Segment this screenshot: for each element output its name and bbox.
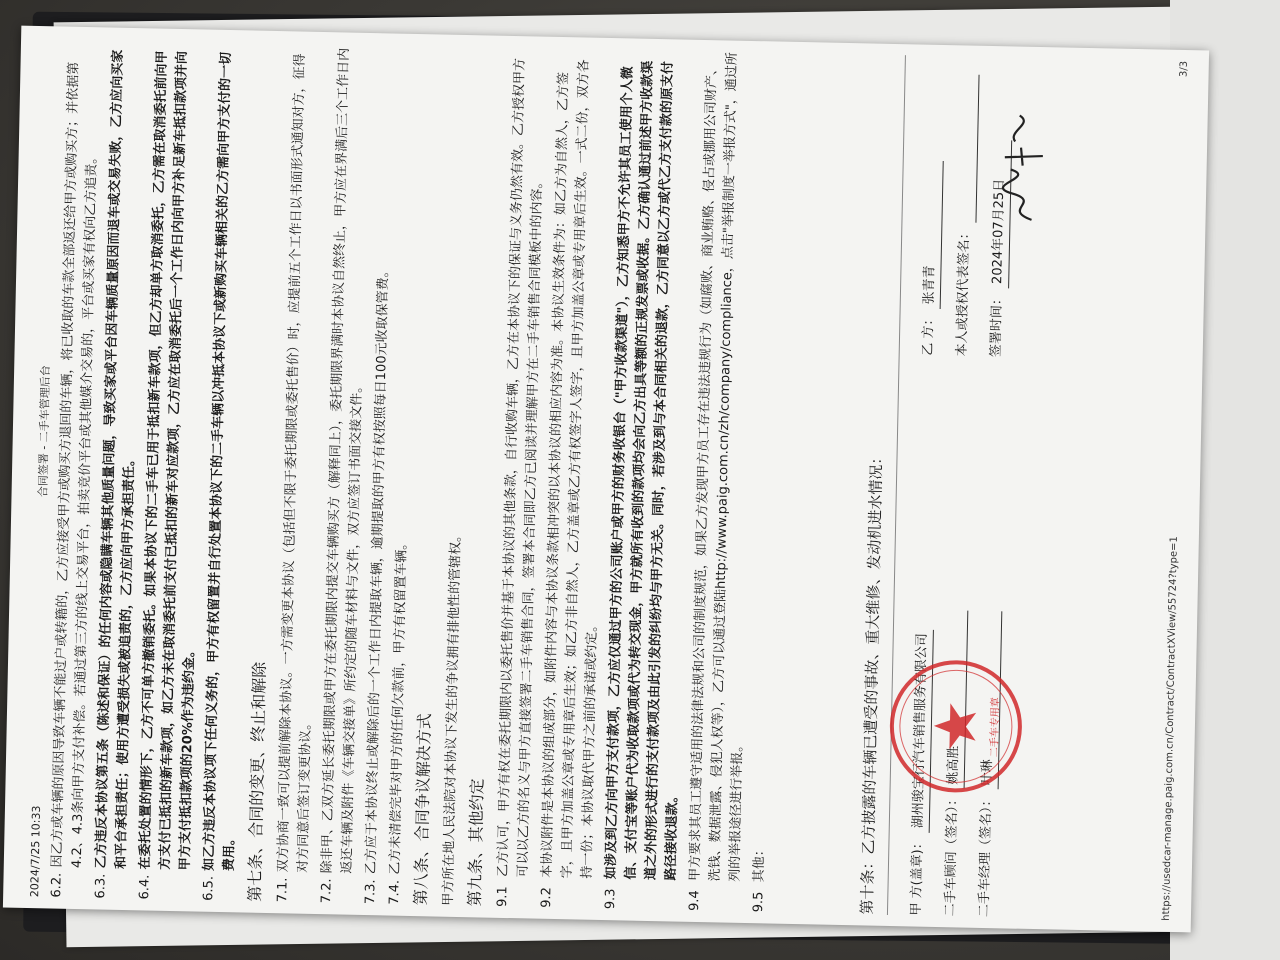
clause-9-3 (601, 49, 699, 910)
stamp-sub: 二手车专用章 (989, 697, 1002, 758)
article-8-title: 第八条、合同争议解决方式 (411, 713, 435, 906)
clause-text: 除非甲、乙双方延长委托期限或甲方在委托期限内提交车辆购买方（解释同上），委托期限界满时本协议自然终止，甲方应在界满后三个工作日内返还车辆及附件《车辆交接单》所约定的随车材料与文件，双方应签订书面交接文件。 (319, 47, 366, 874)
consultant-label: 二手车顾问（签名）： (942, 792, 961, 917)
contract-content (17, 37, 1195, 921)
clause-text: 其他： (751, 843, 768, 883)
contract-page (3, 26, 1209, 933)
clause-text: 甲方要求其员工遵守适用的法律法规和公司的制度规范，如果乙方发现甲方员工存在违法违规行为（如腐败、商业贿赂、侵占或挪用公司财产、洗钱、数据泄露、侵犯人权等），乙方可以通过登陆http://www.paig.com.cn/zh/company/compliance，点击"举报制度一举报方式"，通过所列的举报途径进行举报。 (687, 52, 746, 882)
clause-text: 因乙方或车辆的原因导致车辆不能过户或转籍的，乙方应接受甲方或购买方退回的车辆，将已收取的车款全部返还给甲方或购买方；并依据第4.2、4.3条向甲方支付补偿。若通过第三方的线上交易平台，拍卖竞价平台或其他媒介交易的，平台或买家有权向乙方追责。 (49, 61, 100, 869)
clause-number: 6.4. (137, 874, 153, 900)
clause-text: 在委托处置的情形下，乙方不可单方撤销委托。如果本协议下的二手车已用于抵扣新车款项，但乙方却单方取消委托，乙方需在取消委托前向甲方支付已抵扣的新车款项，如乙方未在取消委托前支付已抵扣的新车对应款项，乙方应在取消委托后一个工作日内向甲方补足新车抵扣款项并向甲方支付抵扣款项的20%作为违约金。 (137, 50, 198, 871)
print-timestamp: 2024/7/25 10:33 (28, 805, 44, 898)
clause-text: 乙方应于本协议终止或解除后的一个工作日内提取车辆，逾期提取的甲方有权按照每日100元收取保管费。 (363, 264, 392, 875)
handwritten-signature (991, 107, 1053, 228)
clause-number: 7.2. (319, 878, 335, 904)
clause-number: 7.3. (363, 879, 379, 905)
clauses-body (47, 38, 791, 913)
clause-number: 9.4 (686, 890, 703, 912)
print-title: 合同签署 - 二手车管理后台 (36, 365, 53, 498)
manager-value: 叶琳 (978, 611, 1003, 789)
party-a-label: 甲 方(盖章)： (908, 836, 926, 916)
clause-number: 6.2. (49, 872, 65, 898)
clause-text: 双方协商一致可以提前解除本协议。一方需变更本协议（包括但不限于委托期限或委托售价）时，应提前五个工作日以书面形式通知对方，征得对方同意后签订变更协议。 (275, 53, 314, 873)
article-7-title: 第七条、合同的变更、终止和解除 (245, 661, 270, 902)
rep-label: 本人或授权代表签名： (954, 226, 973, 357)
print-url: https://usedcar-manage.paig.com.cn/Contract/ContractXView/55724?type=1 (1160, 536, 1180, 921)
clause-number: 9.3 (602, 888, 619, 910)
article-10: 第十条：乙方披露的车辆已遭受的事故、重大维修、发动机进水情况： (857, 449, 886, 915)
party-a-value: 湖州骏宝行汽车销售服务有限公司 (909, 629, 934, 832)
clause-text: 乙方违反本协议第五条（陈述和保证）的任何内容或隐瞒车辆其他质量问题，导致买家或平台因车辆质量原因而退车或交易失败，乙方应向买家和平台承担责任；使用方遭受损失或被追责的，乙方应向甲方承担责任。 (93, 49, 138, 870)
consultant-value: 姚高胜 (944, 611, 969, 789)
clause-number: 9.1 (495, 886, 511, 908)
clause-text: 乙方认可，甲方有权在委托期限内以委托售价并基于本协议的其他条款，自行收购车辆，乙方在本协议下的保证与义务仍然有效。乙方授权甲方可以以乙方的名义与甲方直接签署二手车销售合同，签署本合同即乙方已阅读并理解甲方在二手车销售合同模板中的内容。 (495, 57, 546, 878)
rep-cell (953, 74, 980, 357)
page-number: 3/3 (1178, 60, 1190, 78)
party-b-cell (919, 160, 944, 356)
clause-number: 6.3. (93, 873, 109, 899)
clause-text: 甲方所在地人民法院对本协议下发生的争议拥有排他性的管辖权。 (441, 528, 464, 906)
manager-label: 二手车经理（签名）： (976, 793, 995, 918)
rep-signature-field (955, 74, 979, 222)
clause-text: 本协议附件是本协议的组成部分，如附件内容与本协议条款相冲突的以本协议的相应内容为准。本协议生效条件为：如乙方为自然人，乙方签字，且甲方加盖公章或专用章后生效；如乙方非自然人，乙方盖章或乙方有权签字人签字，且甲方加盖公章或专用章后生效。一式二份，双方各持一份；本协议取代甲方之前的承诺或约定。 (539, 59, 601, 879)
party-b-label: 乙 方： (920, 312, 937, 356)
print-footer (1157, 61, 1191, 921)
clause-text: 乙方未清偿完毕对甲方的任何欠款前，甲方有权留置车辆。 (387, 536, 410, 875)
company-stamp (884, 655, 1027, 798)
clause-number: 7.4. (387, 879, 403, 905)
clause-text: 如涉及到乙方向甲方支付款项，乙方应仅通过甲方的公司账户或甲方的财务收银台（"甲方收款渠道"），乙方知悉甲方不允许其员工使用个人微信、支付宝等账户代为收取款项或代为转交现金，甲方就所有收到的款项均会向乙方出具等额的正规发票或收据。乙方确认通过前述甲方收款渠道之外的形式进行的支付款项及由此引发的纠纷均与甲方无关。同时，若涉及到与本合同相关的退款，乙方同意以乙方或代乙方支付款的原支付路径接收退款。 (603, 60, 681, 881)
clause-number: 9.2 (539, 887, 555, 909)
time-value: 2024年07月25日 (988, 140, 1012, 288)
clause-text: 如乙方违反本协议项下任何义务的，甲方有权留置并自行处置本协议下的二手车辆以冲抵本协议下或新购买车辆相关的乙方需向甲方支付的一切费用。 (201, 51, 238, 872)
article-9-title: 第九条、其他约定 (465, 778, 487, 907)
clause-number: 9.5 (750, 891, 767, 913)
party-b-value: 张青青 (920, 160, 944, 308)
clause-number: 6.5. (201, 875, 217, 901)
clause-number: 7.1. (275, 877, 291, 903)
time-label: 签署时间： (988, 291, 1005, 358)
